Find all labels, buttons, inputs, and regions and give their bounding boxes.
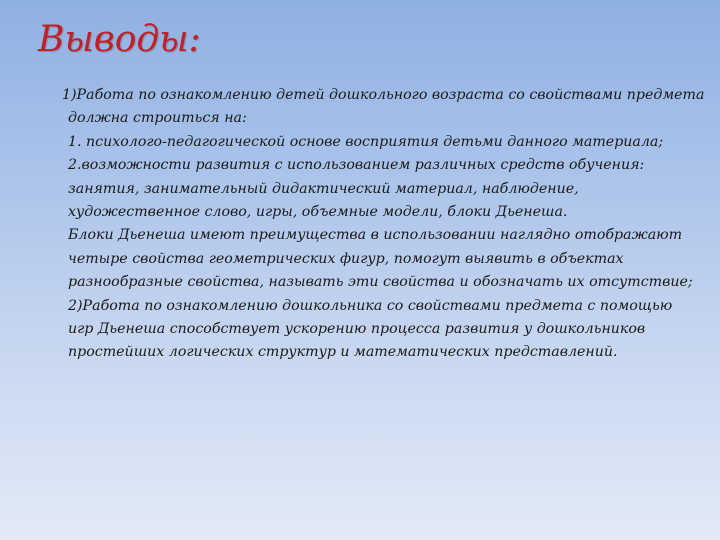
body-line-5: занятия, занимательный дидактический материал, наблюдение, — [68, 180, 579, 197]
body-line-8: четыре свойства геометрических фигур, помогут выявить в объектах — [68, 250, 624, 267]
body-line-4: 2.возможности развития с использованием различных средств обучения: — [68, 157, 645, 174]
body-line-1: 1)Работа по ознакомлению детей дошкольного возраста со свойствами предмета — [62, 87, 705, 103]
body-line-12: простейших логических структур и математических представлений. — [68, 344, 618, 361]
slide-title: Выводы: — [38, 19, 201, 60]
body-line-6: художественное слово, игры, объемные модели, блоки Дьенеша. — [68, 204, 568, 221]
slide-body — [62, 84, 705, 365]
body-line-3: 1. психолого-педагогической основе восприятия детьми данного материала; — [68, 133, 664, 150]
body-line-10: 2)Работа по ознакомлению дошкольника со свойствами предмета с помощью — [68, 297, 673, 314]
body-line-11: игр Дьенеша способствует ускорению процесса развития у дошкольников — [68, 321, 646, 338]
body-line-2: должна строиться на: — [68, 110, 247, 127]
body-line-9: разнообразные свойства, называть эти свойства и обозначать их отсутствие; — [68, 274, 693, 291]
body-line-7: Блоки Дьенеша имеют преимущества в использовании наглядно отображают — [68, 227, 683, 244]
